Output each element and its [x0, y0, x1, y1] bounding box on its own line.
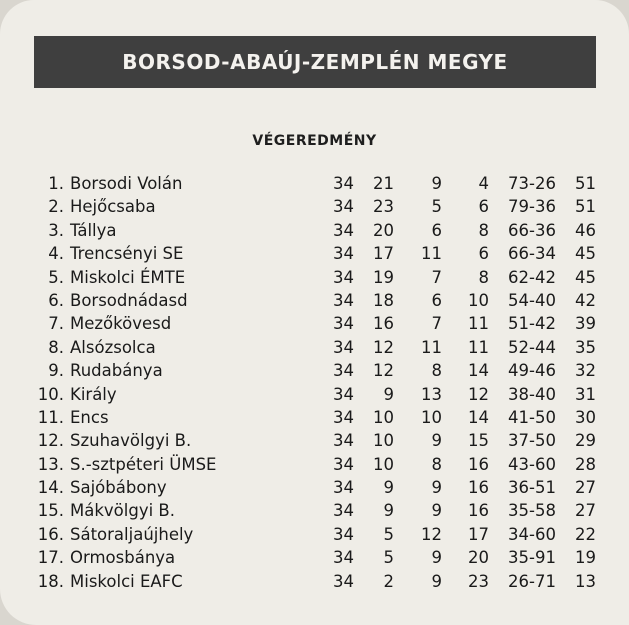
matches-played: 34	[333, 571, 354, 591]
matches-lost: 20	[468, 548, 489, 568]
goal-ratio: 51-42	[508, 314, 556, 334]
matches-played: 34	[333, 431, 354, 451]
matches-drawn: 10	[421, 407, 442, 427]
matches-drawn: 11	[421, 337, 442, 357]
matches-played: 34	[333, 501, 354, 521]
matches-drawn: 8	[431, 454, 442, 474]
goal-ratio: 41-50	[508, 407, 556, 427]
position-number: 5.	[48, 267, 64, 287]
matches-drawn: 9	[431, 548, 442, 568]
position-number: 18.	[37, 571, 64, 591]
standings-table	[36, 172, 616, 593]
goal-ratio: 52-44	[508, 337, 556, 357]
points: 28	[575, 454, 596, 474]
matches-won: 12	[373, 361, 394, 381]
matches-won: 5	[383, 524, 394, 544]
points: 51	[575, 174, 596, 193]
team-name: Sátoraljaújhely	[70, 524, 194, 544]
goal-ratio: 73-26	[508, 174, 556, 193]
points: 51	[575, 197, 596, 217]
points: 45	[575, 267, 596, 287]
table-row	[36, 476, 616, 499]
matches-played: 34	[333, 454, 354, 474]
table-row	[36, 242, 616, 265]
table-row	[36, 195, 616, 218]
team-name: Borsodnádasd	[70, 290, 188, 310]
team-name: S.-sztpéteri ÜMSE	[70, 454, 217, 474]
points: 30	[575, 407, 596, 427]
position-number: 14.	[37, 478, 64, 498]
matches-drawn: 7	[431, 267, 442, 287]
matches-drawn: 9	[431, 174, 442, 193]
points: 13	[575, 571, 596, 591]
goal-ratio: 62-42	[508, 267, 556, 287]
goal-ratio: 54-40	[508, 290, 556, 310]
matches-lost: 15	[468, 431, 489, 451]
table-row	[36, 336, 616, 359]
matches-drawn: 5	[431, 197, 442, 217]
matches-lost: 6	[478, 244, 489, 264]
matches-played: 34	[333, 337, 354, 357]
team-name: Miskolci ÉMTE	[70, 267, 186, 287]
points: 45	[575, 244, 596, 264]
goal-ratio: 36-51	[508, 478, 556, 498]
table-row	[36, 383, 616, 406]
position-number: 2.	[48, 197, 64, 217]
team-name: Borsodi Volán	[70, 174, 183, 193]
table-row	[36, 219, 616, 242]
matches-lost: 12	[468, 384, 489, 404]
matches-played: 34	[333, 244, 354, 264]
position-number: 1.	[48, 174, 64, 193]
matches-played: 34	[333, 384, 354, 404]
points: 27	[575, 501, 596, 521]
matches-won: 9	[383, 478, 394, 498]
matches-lost: 10	[468, 290, 489, 310]
matches-won: 20	[373, 220, 394, 240]
matches-lost: 23	[468, 571, 489, 591]
team-name: Tállya	[70, 220, 117, 240]
table-row	[36, 570, 616, 593]
points: 31	[575, 384, 596, 404]
matches-won: 12	[373, 337, 394, 357]
team-name: Rudabánya	[70, 361, 163, 381]
matches-lost: 8	[478, 267, 489, 287]
points: 42	[575, 290, 596, 310]
position-number: 8.	[48, 337, 64, 357]
team-name: Alsózsolca	[70, 337, 156, 357]
county-title: BORSOD-ABAÚJ-ZEMPLÉN MEGYE	[122, 50, 508, 74]
goal-ratio: 38-40	[508, 384, 556, 404]
matches-drawn: 9	[431, 431, 442, 451]
team-name: Mákvölgyi B.	[70, 501, 175, 521]
points: 27	[575, 478, 596, 498]
matches-won: 5	[383, 548, 394, 568]
matches-played: 34	[333, 478, 354, 498]
team-name: Hejőcsaba	[70, 197, 156, 217]
matches-played: 34	[333, 548, 354, 568]
matches-drawn: 9	[431, 571, 442, 591]
points: 19	[575, 548, 596, 568]
matches-lost: 16	[468, 478, 489, 498]
points: 39	[575, 314, 596, 334]
goal-ratio: 79-36	[508, 197, 556, 217]
position-number: 6.	[48, 290, 64, 310]
matches-drawn: 7	[431, 314, 442, 334]
matches-drawn: 6	[431, 220, 442, 240]
matches-drawn: 6	[431, 290, 442, 310]
matches-won: 10	[373, 431, 394, 451]
goal-ratio: 49-46	[508, 361, 556, 381]
matches-played: 34	[333, 267, 354, 287]
matches-drawn: 11	[421, 244, 442, 264]
goal-ratio: 66-36	[508, 220, 556, 240]
matches-played: 34	[333, 361, 354, 381]
position-number: 9.	[48, 361, 64, 381]
matches-won: 23	[373, 197, 394, 217]
position-number: 12.	[37, 431, 64, 451]
position-number: 4.	[48, 244, 64, 264]
matches-lost: 11	[468, 314, 489, 334]
position-number: 10.	[37, 384, 64, 404]
matches-won: 10	[373, 407, 394, 427]
goal-ratio: 34-60	[508, 524, 556, 544]
matches-lost: 17	[468, 524, 489, 544]
matches-drawn: 13	[421, 384, 442, 404]
team-name: Mezőkövesd	[70, 314, 172, 334]
table-row	[36, 359, 616, 382]
position-number: 16.	[37, 524, 64, 544]
county-banner	[34, 36, 596, 88]
points: 22	[575, 524, 596, 544]
matches-played: 34	[333, 220, 354, 240]
table-row	[36, 453, 616, 476]
matches-won: 10	[373, 454, 394, 474]
matches-won: 9	[383, 501, 394, 521]
goal-ratio: 66-34	[508, 244, 556, 264]
position-number: 15.	[37, 501, 64, 521]
table-row	[36, 289, 616, 312]
team-name: Ormosbánya	[70, 548, 176, 568]
matches-lost: 8	[478, 220, 489, 240]
matches-lost: 6	[478, 197, 489, 217]
table-row	[36, 499, 616, 522]
position-number: 7.	[48, 314, 64, 334]
matches-lost: 11	[468, 337, 489, 357]
matches-drawn: 12	[421, 524, 442, 544]
matches-won: 16	[373, 314, 394, 334]
goal-ratio: 35-91	[508, 548, 556, 568]
matches-drawn: 9	[431, 501, 442, 521]
team-name: Trencsényi SE	[70, 244, 184, 264]
team-name: Szuhavölgyi B.	[70, 431, 192, 451]
position-number: 11.	[37, 407, 64, 427]
team-name: Encs	[70, 407, 109, 427]
team-name: Király	[70, 384, 117, 404]
matches-drawn: 9	[431, 478, 442, 498]
matches-played: 34	[333, 407, 354, 427]
points: 29	[575, 431, 596, 451]
position-number: 17.	[37, 548, 64, 568]
goal-ratio: 26-71	[508, 571, 556, 591]
matches-lost: 14	[468, 361, 489, 381]
matches-won: 2	[383, 571, 394, 591]
matches-lost: 16	[468, 454, 489, 474]
matches-lost: 4	[478, 174, 489, 193]
matches-lost: 16	[468, 501, 489, 521]
matches-lost: 14	[468, 407, 489, 427]
table-row	[36, 523, 616, 546]
matches-played: 34	[333, 290, 354, 310]
table-row	[36, 429, 616, 452]
matches-played: 34	[333, 197, 354, 217]
table-row	[36, 406, 616, 429]
team-name: Miskolci EAFC	[70, 571, 183, 591]
matches-won: 21	[373, 174, 394, 193]
points: 35	[575, 337, 596, 357]
table-row	[36, 266, 616, 289]
matches-played: 34	[333, 314, 354, 334]
results-subtitle: VÉGEREDMÉNY	[252, 133, 377, 149]
points: 46	[575, 220, 596, 240]
goal-ratio: 43-60	[508, 454, 556, 474]
table-row	[36, 172, 616, 195]
matches-played: 34	[333, 174, 354, 193]
matches-drawn: 8	[431, 361, 442, 381]
team-name: Sajóbábony	[70, 478, 167, 498]
position-number: 13.	[37, 454, 64, 474]
table-row	[36, 312, 616, 335]
matches-won: 17	[373, 244, 394, 264]
matches-won: 18	[373, 290, 394, 310]
goal-ratio: 37-50	[508, 431, 556, 451]
matches-won: 19	[373, 267, 394, 287]
table-row	[36, 546, 616, 569]
matches-played: 34	[333, 524, 354, 544]
matches-won: 9	[383, 384, 394, 404]
position-number: 3.	[48, 220, 64, 240]
points: 32	[575, 361, 596, 381]
goal-ratio: 35-58	[508, 501, 556, 521]
